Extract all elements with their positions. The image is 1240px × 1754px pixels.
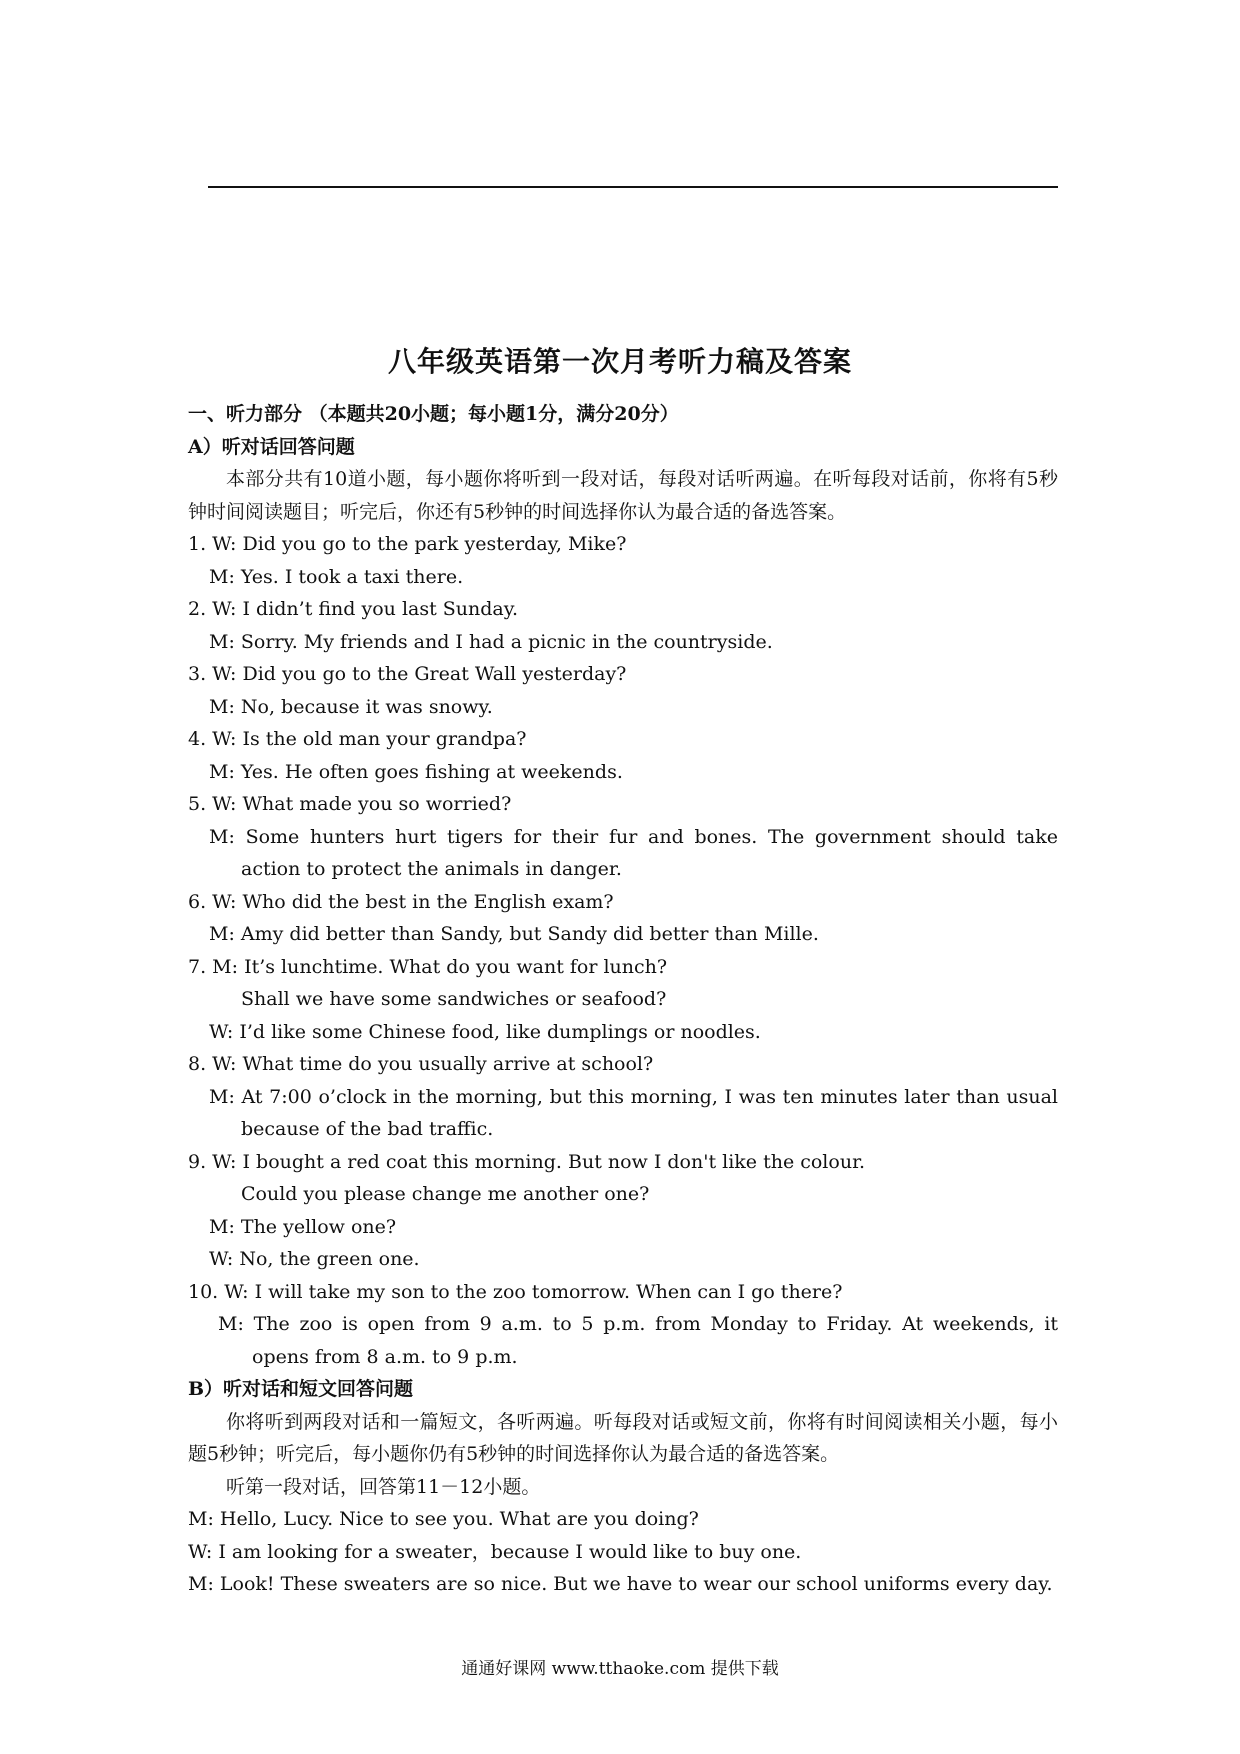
item-question: 2. W: I didn’t find you last Sunday. (188, 598, 519, 620)
item-answer: W: I’d like some Chinese food, like dumplings or noodles. (209, 1020, 761, 1043)
part-b-heading: B）听对话和短文回答问题 (188, 1378, 414, 1400)
item-question: 3. W: Did you go to the Great Wall yesterday? (188, 663, 627, 685)
page-footer: 通通好课网 www.tthaoke.com 提供下载 (461, 1659, 779, 1679)
item-question: 6. W: Who did the best in the English exam? (188, 890, 614, 913)
item-answer-cont: W: No, the green one. (209, 1248, 420, 1270)
item-answer: M: Yes. He often goes fishing at weekends. (209, 760, 623, 783)
section-heading: 一、听力部分 （本题共20小题；每小题1分，满分20分） (188, 403, 679, 425)
item-question: 4. W: Is the old man your grandpa? (188, 728, 527, 750)
item-answer: M: Some hunters hurt tigers for their fur and bones. The government should take action to protect the animals in danger. (209, 825, 1058, 880)
listening-item-3 (188, 658, 1058, 723)
item-question: 10. W: I will take my son to the zoo tomorrow. When can I go there? (188, 1280, 843, 1303)
item-question: 1. W: Did you go to the park yesterday, Mike? (188, 533, 627, 555)
listening-item-4 (188, 723, 1058, 788)
listening-item-8 (188, 1048, 1058, 1146)
item-question: 9. W: I bought a red coat this morning. But now I don't like the colour. (188, 1150, 866, 1173)
listening-item-10 (188, 1276, 1058, 1374)
dialogue-line: M: Look! These sweaters are so nice. But we have to wear our school uniforms every day. (188, 1573, 1053, 1595)
item-answer: M: No, because it was snowy. (209, 695, 493, 718)
dialogue-line: W: I am looking for a sweater，because I would like to buy one. (188, 1540, 802, 1563)
item-question: 7. M: It’s lunchtime. What do you want for lunch? (188, 955, 668, 978)
item-question-cont: Could you please change me another one? (241, 1183, 650, 1205)
item-answer: M: Yes. I took a taxi there. (209, 565, 464, 588)
part-b-lead: 听第一段对话，回答第11－12小题。 (226, 1475, 541, 1498)
part-a-heading: A）听对话回答问题 (188, 435, 355, 458)
listening-item-9 (188, 1146, 1058, 1276)
dialogue-line: M: Hello, Lucy. Nice to see you. What are you doing? (188, 1508, 699, 1530)
item-answer: M: At 7:00 o’clock in the morning, but this morning, I was ten minutes later than usual because of the bad traffic. (209, 1085, 1058, 1140)
document-body (188, 398, 1058, 1601)
item-answer: M: The yellow one? (209, 1215, 397, 1238)
item-question: 8. W: What time do you usually arrive at school? (188, 1053, 654, 1075)
header-rule (208, 186, 1058, 188)
item-answer: M: The zoo is open from 9 a.m. to 5 p.m. from Monday to Friday. At weekends, it opens from 8 a.m. to 9 p.m. (218, 1313, 1058, 1368)
listening-item-5 (188, 788, 1058, 886)
item-question: 5. W: What made you so worried? (188, 793, 512, 815)
listening-item-2 (188, 593, 1058, 658)
item-question-cont: Shall we have some sandwiches or seafood? (241, 988, 667, 1010)
page-title: 八年级英语第一次月考听力稿及答案 (387, 345, 852, 378)
part-b-instructions: 你将听到两段对话和一篇短文，各听两遍。听每段对话或短文前，你将有时间阅读相关小题，每小题5秒钟；听完后，每小题你仍有5秒钟的时间选择你认为最合适的备选答案。 (188, 1410, 1058, 1465)
listening-item-7 (188, 951, 1058, 1049)
item-answer: M: Amy did better than Sandy, but Sandy did better than Mille. (209, 923, 819, 945)
listening-item-1 (188, 528, 1058, 593)
listening-item-6 (188, 886, 1058, 951)
part-a-instructions: 本部分共有10道小题，每小题你将听到一段对话，每段对话听两遍。在听每段对话前，你将有5秒钟时间阅读题目；听完后，你还有5秒钟的时间选择你认为最合适的备选答案。 (188, 468, 1058, 523)
item-answer: M: Sorry. My friends and I had a picnic in the countryside. (209, 630, 773, 653)
